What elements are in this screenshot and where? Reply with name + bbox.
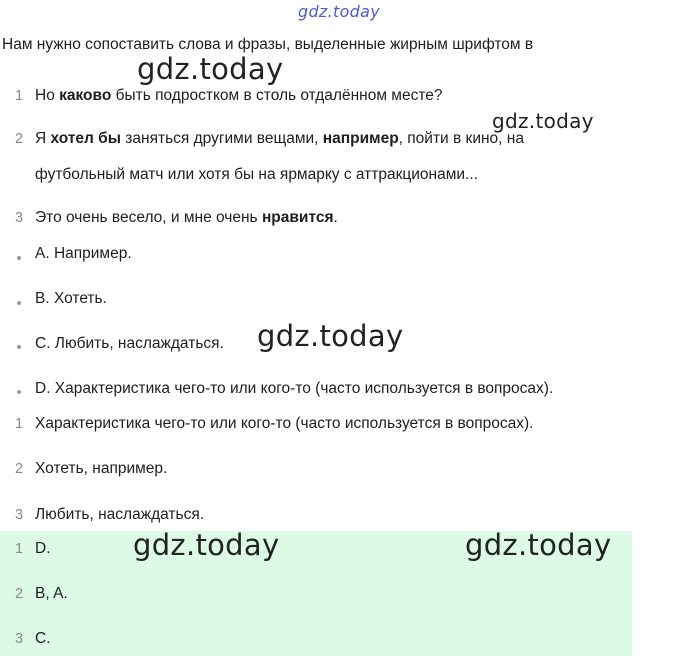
translation-text: Любить, наслаждаться. [35,506,205,523]
text-segment: быть подростком в столь отдалённом месте? [111,87,443,104]
watermark-top: gdz.today [298,2,380,21]
option-d: D. Характеристика чего-то или кого-то (часто используется в вопросах). [35,380,554,397]
translation-number: 3 [15,507,24,523]
list-bullet [17,301,21,305]
sentence-text: футбольный матч или хотя бы на ярмарку с аттракционами... [35,166,478,183]
text-segment: . [333,209,338,226]
list-bullet [17,390,21,394]
translation-number: 1 [15,416,24,432]
answer-text: D. [35,540,51,557]
answer-text: B, A. [35,585,68,602]
answer-number: 2 [15,586,24,602]
sentence-text [35,130,524,148]
watermark: gdz.today [257,319,404,353]
answer-number: 1 [15,541,24,557]
text-segment: , пойти в кино, на [398,130,524,147]
text-segment: Я [35,130,51,147]
sentence-text [35,87,443,105]
sentence-number: 2 [15,131,24,147]
option-a: A. Например. [35,245,132,262]
sentence-number: 1 [15,88,24,104]
text-segment: Но [35,87,60,104]
option-b: B. Хотеть. [35,290,107,307]
answer-text: C. [35,630,51,647]
sentence-text [35,209,338,227]
watermark: gdz.today [492,109,594,133]
option-c: C. Любить, наслаждаться. [35,335,224,352]
translation-number: 2 [15,461,24,477]
watermark: gdz.today [133,528,280,562]
translation-text: Хотеть, например. [35,460,168,477]
bold-phrase: каково [59,87,112,104]
translation-text: Характеристика чего-то или кого-то (часто используется в вопросах). [35,415,534,432]
watermark: gdz.today [465,528,612,562]
list-bullet [17,345,21,349]
bold-phrase: нравится [261,209,334,226]
answer-number: 3 [15,631,24,647]
sentence-number: 3 [15,210,24,226]
bold-phrase: например [322,130,399,147]
text-segment: Это очень весело, и мне очень [35,209,262,226]
watermark: gdz.today [137,52,284,86]
bold-phrase: хотел бы [50,130,121,147]
intro-text: Нам нужно сопоставить слова и фразы, выделенные жирным шрифтом в [2,36,534,53]
text-segment: заняться другими вещами, [121,130,323,147]
list-bullet [17,256,21,260]
